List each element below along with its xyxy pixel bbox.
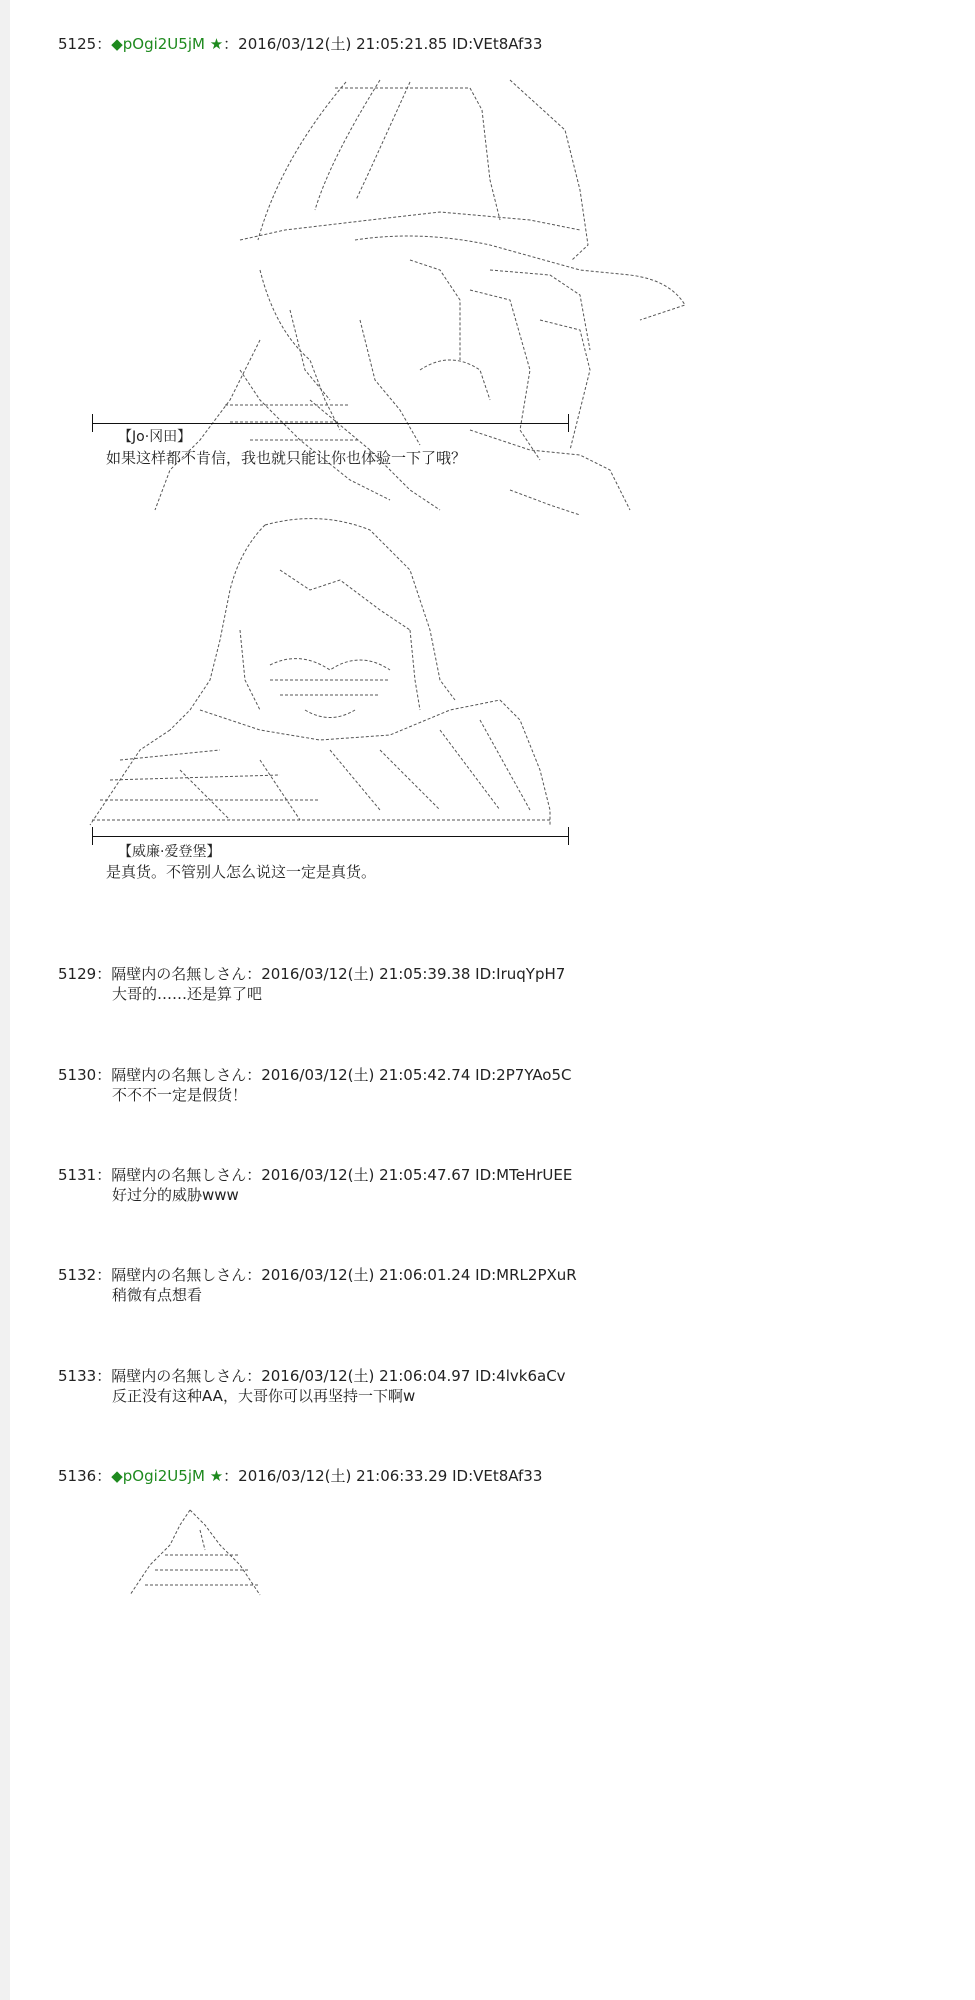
poster-name: 隔壁内の名無しさん	[111, 1367, 247, 1385]
poster-trip[interactable]: ◆pOgi2U5jM ★	[111, 1467, 224, 1485]
dialogue-line-1: 如果这样都不肯信，我也就只能让你也体验一下了哦？	[106, 449, 467, 467]
divider-left-end	[92, 414, 93, 432]
post-id[interactable]: ID:MTeHrUEE	[475, 1166, 573, 1184]
divider-left-end	[92, 827, 93, 845]
poster-name: 隔壁内の名無しさん	[111, 1266, 247, 1284]
post-number: 5132	[58, 1266, 97, 1284]
post-id[interactable]: ID:4lvk6aCv	[475, 1367, 566, 1385]
post-datetime: ：2016/03/12(土) 21:06:01.24	[246, 1266, 471, 1284]
post-number: 5129	[58, 965, 97, 983]
post-datetime: ：2016/03/12(土) 21:05:21.85	[223, 35, 448, 53]
post-body-5131: 好过分的威胁www	[112, 1186, 239, 1204]
post-id[interactable]: ID:2P7YAo5C	[475, 1066, 572, 1084]
dialogue-line-2: 是真货。不管别人怎么说这一定是真货。	[106, 863, 377, 881]
post-5133: 5133：隔壁内の名無しさん：2016/03/12(土) 21:06:04.97 ID:4lvk6aCv	[58, 1367, 566, 1385]
speaker-label-1: 【Jo·冈田】	[118, 429, 192, 445]
post-5130: 5130：隔壁内の名無しさん：2016/03/12(土) 21:05:42.74 ID:2P7YAo5C	[58, 1066, 572, 1084]
post-datetime: ：2016/03/12(土) 21:05:39.38	[246, 965, 471, 983]
post-id[interactable]: ID:VEt8Af33	[452, 35, 543, 53]
post-header-5125: 5125：◆pOgi2U5jM ★：2016/03/12(土) 21:05:21.85 ID:VEt8Af33	[58, 35, 543, 53]
post-datetime: ：2016/03/12(土) 21:06:04.97	[246, 1367, 471, 1385]
post-body-5132: 稍微有点想看	[112, 1286, 203, 1304]
left-margin-bar	[0, 0, 10, 2000]
post-datetime: ：2016/03/12(土) 21:05:42.74	[246, 1066, 471, 1084]
post-datetime: ：2016/03/12(土) 21:06:33.29	[223, 1467, 448, 1485]
scene-divider-2	[92, 836, 569, 837]
divider-right-end	[568, 827, 569, 845]
poster-name: 隔壁内の名無しさん	[111, 965, 247, 983]
post-id[interactable]: ID:MRL2PXuR	[475, 1266, 577, 1284]
post-5132: 5132：隔壁内の名無しさん：2016/03/12(土) 21:06:01.24 ID:MRL2PXuR	[58, 1266, 577, 1284]
post-header-5136: 5136：◆pOgi2U5jM ★：2016/03/12(土) 21:06:33.29 ID:VEt8Af33	[58, 1467, 543, 1485]
poster-name: 隔壁内の名無しさん	[111, 1166, 247, 1184]
post-number: 5133	[58, 1367, 97, 1385]
post-body-5133: 反正没有这种AA，大哥你可以再坚持一下啊w	[112, 1387, 416, 1405]
post-body-5130: 不不不一定是假货！	[112, 1086, 248, 1104]
post-5129: 5129：隔壁内の名無しさん：2016/03/12(土) 21:05:39.38 ID:IruqYpH7	[58, 965, 566, 983]
ascii-art-partial-figure	[120, 1505, 280, 1600]
poster-trip[interactable]: ◆pOgi2U5jM ★	[111, 35, 224, 53]
divider-right-end	[568, 414, 569, 432]
post-datetime: ：2016/03/12(土) 21:05:47.67	[246, 1166, 471, 1184]
post-id[interactable]: ID:IruqYpH7	[475, 965, 566, 983]
poster-name: 隔壁内の名無しさん	[111, 1066, 247, 1084]
scene-divider-1	[92, 423, 569, 424]
post-number: 5125	[58, 35, 97, 53]
ascii-art-longhair-figure	[80, 510, 560, 830]
post-id[interactable]: ID:VEt8Af33	[452, 1467, 543, 1485]
post-number: 5131	[58, 1166, 97, 1184]
speaker-label-2: 【威廉·爱登堡】	[118, 844, 221, 860]
post-5131: 5131：隔壁内の名無しさん：2016/03/12(土) 21:05:47.67 ID:MTeHrUEE	[58, 1166, 573, 1184]
post-body-5129: 大哥的……还是算了吧	[112, 985, 263, 1003]
post-number: 5130	[58, 1066, 97, 1084]
post-number: 5136	[58, 1467, 97, 1485]
